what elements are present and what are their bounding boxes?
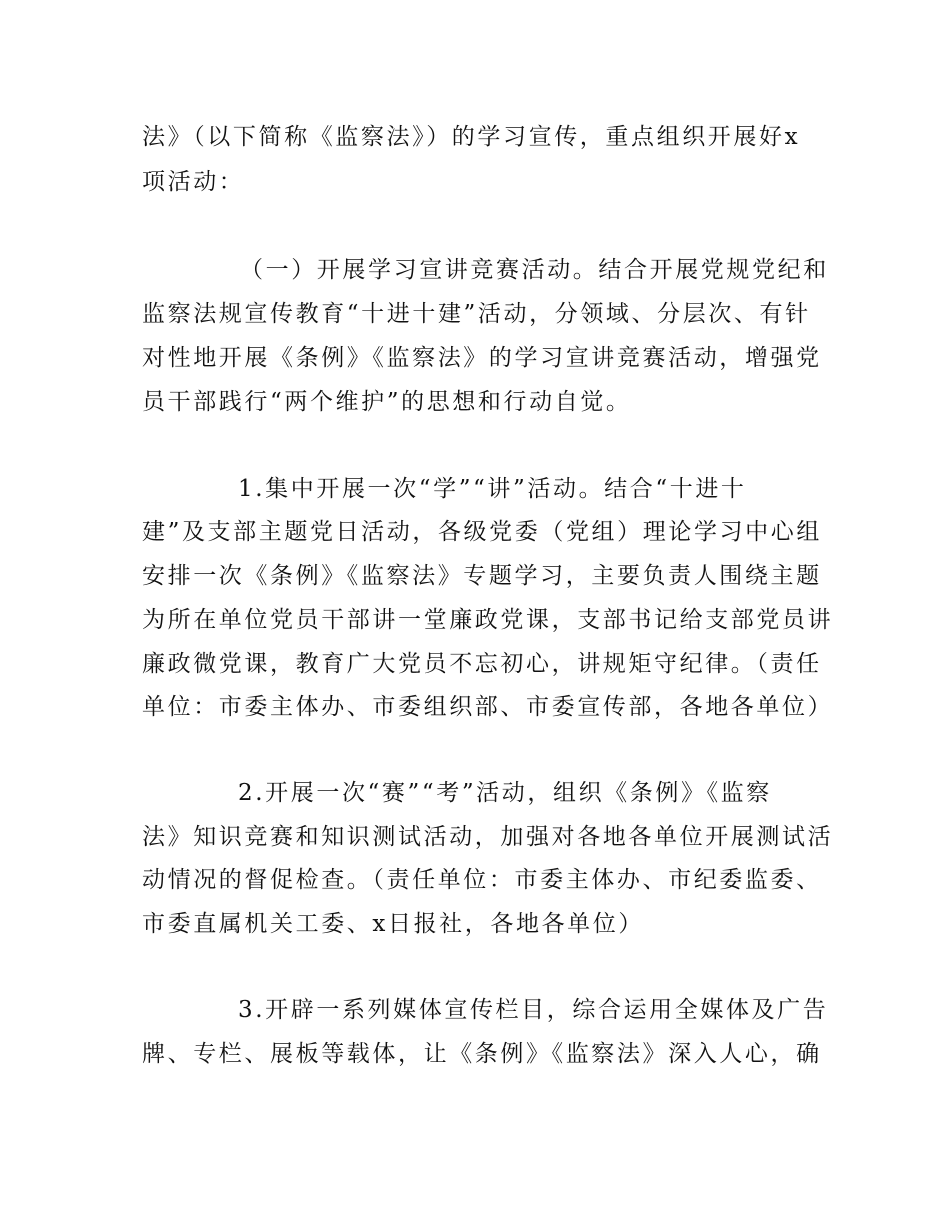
item-1-line-1: 1.集中开展一次“学”“讲”活动。结合“十进十 — [238, 476, 747, 502]
intro-line-2: 项活动： — [142, 169, 245, 195]
item-2-line-2: 法》知识竞赛和知识测试活动，加强对各地各单位开展测试活 — [142, 824, 834, 850]
item-3-line-2: 牌、专栏、展板等载体，让《条例》《监察法》深入人心，确 — [142, 1041, 822, 1067]
section-1-line-3: 对性地开展《条例》《监察法》的学习宣讲竞赛活动，增强党 — [142, 345, 822, 371]
item-1-line-5: 廉政微党课，教育广大党员不忘初心，讲规矩守纪律。（责任 — [142, 651, 822, 677]
item-3-line-1: 3.开辟一系列媒体宣传栏目，综合运用全媒体及广告 — [238, 997, 829, 1023]
item-2-line-4: 市委直属机关工委、x日报社，各地各单位） — [142, 911, 644, 937]
item-1-line-4: 为所在单位党员干部讲一堂廉政党课，支部书记给支部党员讲 — [142, 607, 834, 633]
section-1-heading-line: （一）开展学习宣讲竞赛活动。结合开展党规党纪和 — [240, 257, 829, 283]
section-1-line-2: 监察法规宣传教育“十进十建”活动，分领域、分层次、有针 — [142, 301, 811, 327]
intro-line-1: 法》（以下简称《监察法》）的学习宣传，重点组织开展好x — [142, 124, 801, 150]
item-2-line-1: 2.开展一次“赛”“考”活动，组织《条例》《监察 — [238, 780, 772, 806]
section-1-line-4: 员干部践行“两个维护”的思想和行动自觉。 — [142, 389, 632, 415]
item-1-line-2: 建”及支部主题党日活动，各级党委（党组）理论学习中心组 — [142, 519, 822, 545]
item-1-line-6: 单位：市委主体办、市委组织部、市委宣传部，各地各单位） — [142, 694, 834, 720]
item-1-line-3: 安排一次《条例》《监察法》专题学习，主要负责人围绕主题 — [142, 563, 822, 589]
item-2-line-3: 动情况的督促检查。（责任单位：市委主体办、市纪委监委、 — [142, 867, 822, 893]
